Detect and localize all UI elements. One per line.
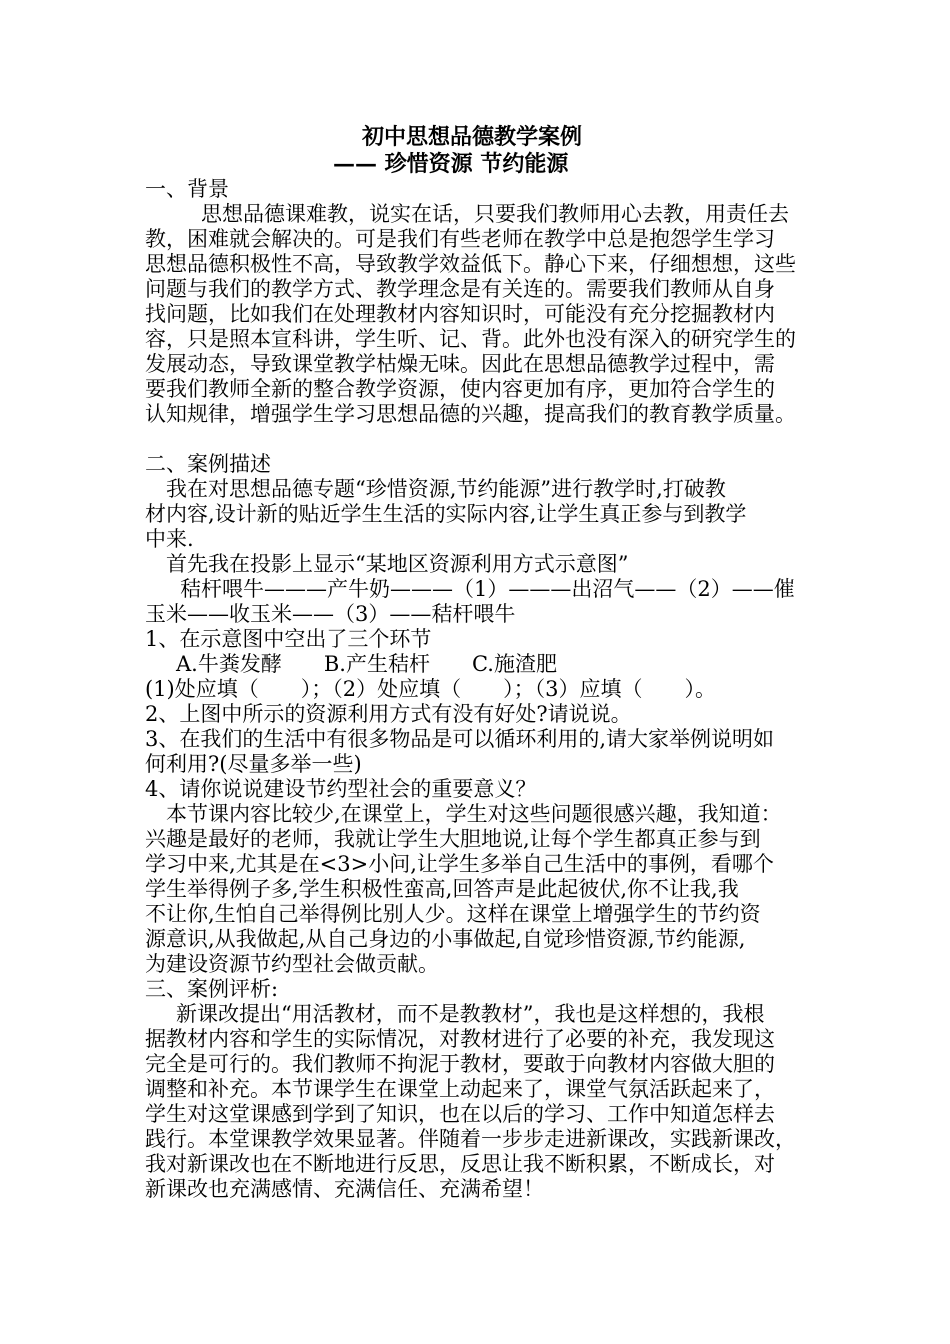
paragraph-line: 本节课内容比较少,在课堂上，学生对这些问题很感兴趣，我知道：: [166, 802, 782, 826]
paragraph-line: 容，只是照本宣科讲，学生听、记、背。此外也没有深入的研究学生的: [145, 327, 796, 351]
paragraph-line: 完全是可行的。我们教师不拘泥于教材，要敢于向教材内容做大胆的: [145, 1052, 775, 1076]
question-line: 2、上图中所示的资源利用方式有没有好处?请说说。: [145, 702, 632, 726]
paragraph-line: 思想品德课难教，说实在话，只要我们教师用心去教，用责任去: [201, 202, 789, 226]
answer-options: A.牛粪发酵 B.产生秸杆 C.施渣肥: [176, 652, 557, 676]
paragraph-line: 学生举得例子多,学生积极性蛮高,回答声是此起彼伏,你不让我,我: [145, 877, 739, 901]
fill-in-blanks: (1)处应填（ ）；（2）处应填（ ）；（3）应填（ ）。: [145, 677, 716, 701]
diagram-flow-line: 玉米——收玉米——（3）——秸杆喂牛: [145, 602, 516, 626]
paragraph-line: 我在对思想品德专题“珍惜资源,节约能源”进行教学时,打破教: [166, 477, 726, 501]
paragraph-line: 学生对这堂课感到学到了知识，也在以后的学习、工作中知道怎样去: [145, 1102, 775, 1126]
paragraph-line: 调整和补充。本节课学生在课堂上动起来了，课堂气氛活跃起来了，: [145, 1077, 775, 1101]
paragraph-line: 首先我在投影上显示“某地区资源利用方式示意图”: [166, 552, 629, 576]
paragraph-line: 要我们教师全新的整合教学资源，使内容更加有序，更加符合学生的: [145, 377, 775, 401]
paragraph-line: 据教材内容和学生的实际情况，对教材进行了必要的补充，我发现这: [145, 1027, 775, 1051]
paragraph-line: 源意识,从我做起,从自己身边的小事做起,自觉珍惜资源,节约能源,: [145, 927, 746, 951]
paragraph-line: 教，困难就会解决的。可是我们有些老师在教学中总是抱怨学生学习: [145, 227, 775, 251]
section-heading-background: 一、背景: [145, 177, 229, 201]
diagram-flow-line: 秸杆喂牛———产牛奶———（1）———出沼气——（2）——催: [180, 577, 795, 601]
paragraph-line: 思想品德积极性不高，导致教学效益低下。静心下来，仔细想想，这些: [145, 252, 796, 276]
paragraph-line: 新课改也充满感情、充满信任、充满希望！: [145, 1177, 544, 1201]
section-heading-case-analysis: 三、案例评析:: [145, 977, 279, 1001]
paragraph-line: 学习中来,尤其是在<3>小问,让学生多举自己生活中的事例，看哪个: [145, 852, 774, 876]
document-title: 初中思想品德教学案例: [362, 124, 583, 150]
section-heading-case-description: 二、案例描述: [145, 452, 271, 476]
paragraph-line: 我对新课改也在不断地进行反思，反思让我不断积累，不断成长，对: [145, 1152, 775, 1176]
paragraph-line: 不让你,生怕自己举得例比别人少。这样在课堂上增强学生的节约资: [145, 902, 761, 926]
document-subtitle: —— 珍惜资源 节约能源: [333, 151, 569, 177]
paragraph-line: 践行。本堂课教学效果显著。伴随着一步步走进新课改，实践新课改，: [145, 1127, 796, 1151]
paragraph-line: 认知规律，增强学生学习思想品德的兴趣，提高我们的教育教学质量。: [145, 402, 796, 426]
paragraph-line: 新课改提出“用活教材，而不是教教材”，我也是这样想的，我根: [176, 1002, 765, 1026]
paragraph-line: 兴趣是最好的老师，我就让学生大胆地说,让每个学生都真正参与到: [145, 827, 761, 851]
paragraph-line: 找问题，比如我们在处理教材内容知识时，可能没有充分挖掘教材内: [145, 302, 775, 326]
paragraph-line: 材内容,设计新的贴近学生生活的实际内容,让学生真正参与到教学: [145, 502, 747, 526]
question-line: 1、在示意图中空出了三个环节: [145, 627, 432, 651]
paragraph-line: 问题与我们的教学方式、教学理念是有关连的。需要我们教师从自身: [145, 277, 775, 301]
question-line: 何利用?(尽量多举一些): [145, 752, 362, 776]
paragraph-line: 中来.: [145, 527, 194, 551]
paragraph-line: 发展动态，导致课堂教学枯燥无味。因此在思想品德教学过程中，需: [145, 352, 775, 376]
paragraph-line: 为建设资源节约型社会做贡献。: [145, 952, 439, 976]
question-line: 4、请你说说建设节约型社会的重要意义？: [145, 777, 537, 801]
question-line: 3、在我们的生活中有很多物品是可以循环利用的,请大家举例说明如: [145, 727, 775, 751]
